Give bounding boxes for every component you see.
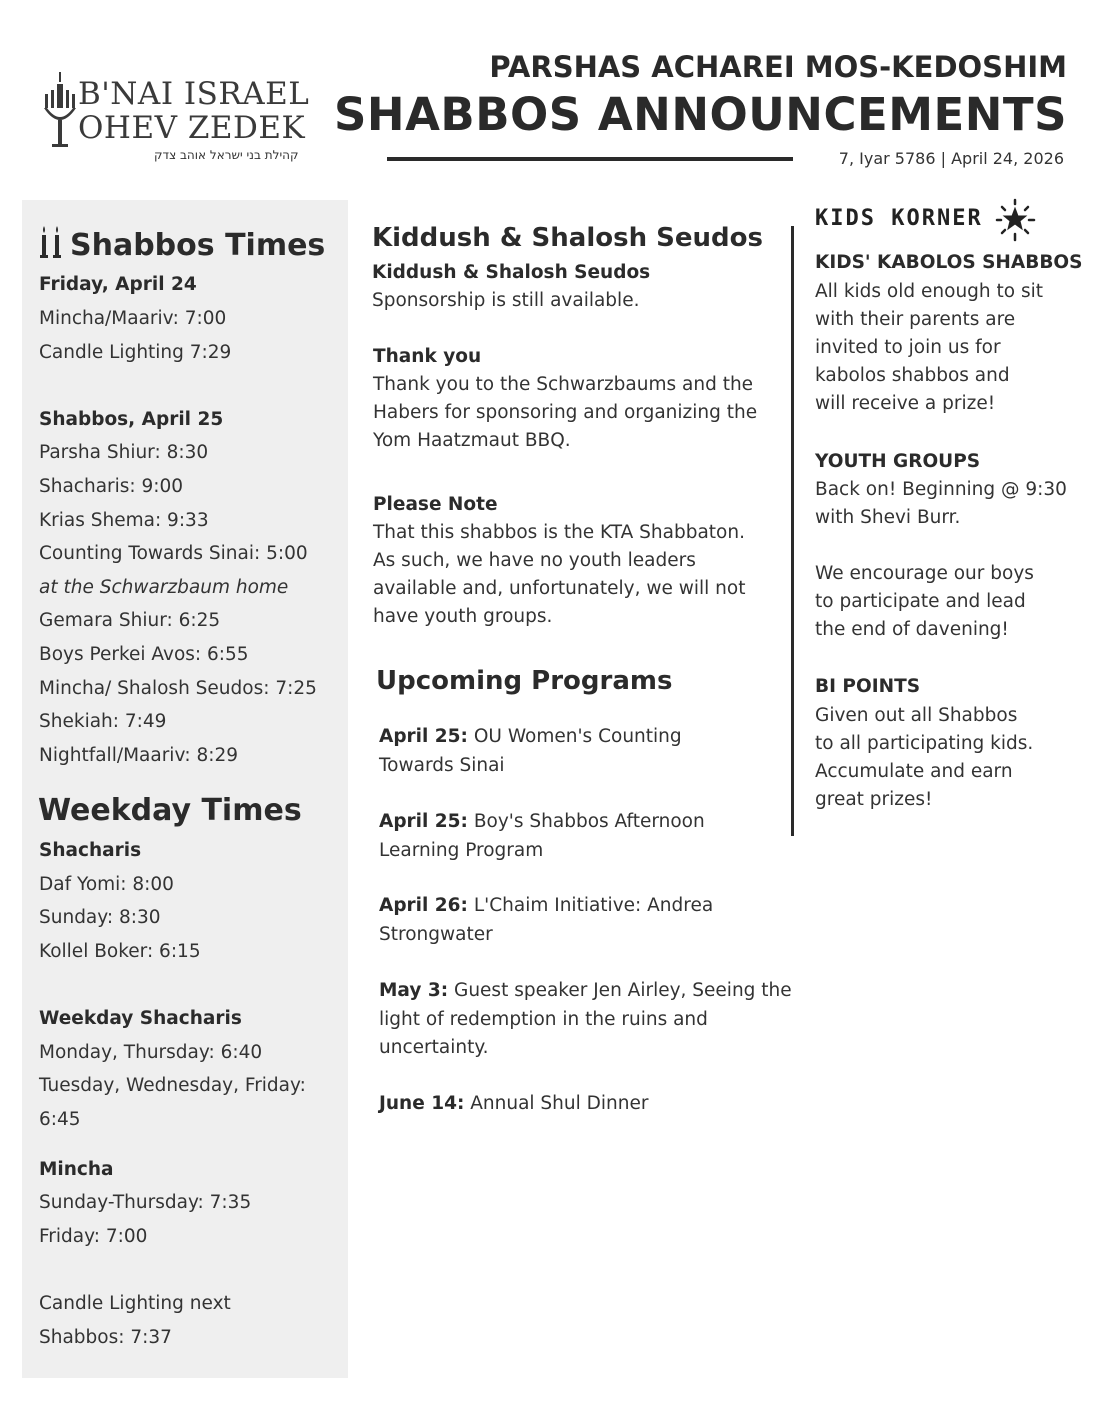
- thanks-text: Yom Haatzmaut BBQ.: [373, 430, 571, 451]
- youth-heading: YOUTH GROUPS: [815, 451, 981, 472]
- shacharis-time: Kollel Boker: 6:15: [39, 941, 201, 962]
- program-item: [379, 892, 799, 949]
- shabbos-time: Parsha Shiur: 8:30: [39, 442, 209, 463]
- kiddush-text: Sponsorship is still available.: [372, 290, 640, 311]
- program-text: L'Chaim Initiative: Andrea: [467, 895, 714, 916]
- program-item: [379, 1090, 799, 1119]
- program-item: [379, 808, 799, 865]
- points-text: Given out all Shabbos: [815, 705, 1018, 726]
- program-text: Learning Program: [379, 839, 544, 861]
- shabbos-time: Boys Perkei Avos: 6:55: [39, 644, 249, 665]
- encourage-text: the end of davening!: [815, 619, 1009, 640]
- shabbos-time: Mincha/ Shalosh Seudos: 7:25: [39, 678, 317, 699]
- kabolos-heading: KIDS' KABOLOS SHABBOS: [815, 252, 1083, 273]
- program-date: June 14:: [379, 1093, 465, 1114]
- note-text: That this shabbos is the KTA Shabbaton.: [373, 522, 745, 543]
- sparkle-icon: [993, 198, 1037, 242]
- points-heading: BI POINTS: [815, 676, 921, 697]
- page-title: SHABBOS ANNOUNCEMENTS: [334, 88, 1067, 141]
- shabbos-time: Shekiah: 7:49: [39, 711, 167, 732]
- header-divider: [387, 157, 793, 161]
- logo-line-1: B'NAI ISRAEL: [78, 76, 310, 112]
- shabbos-time: Nightfall/Maariv: 8:29: [39, 745, 239, 766]
- youth-text: with Shevi Burr.: [815, 507, 961, 528]
- note-text: As such, we have no youth leaders: [373, 550, 696, 571]
- friday-heading: Friday, April 24: [39, 274, 197, 295]
- parsha-title: PARSHAS ACHAREI MOS-KEDOSHIM: [489, 50, 1067, 84]
- program-date: April 26:: [379, 895, 468, 916]
- shacharis-time: Sunday: 8:30: [39, 907, 161, 928]
- weekday-times-heading: Weekday Times: [38, 793, 302, 828]
- program-date: April 25:: [379, 726, 468, 747]
- thanks-text: Habers for sponsoring and organizing the: [373, 402, 758, 423]
- kiddush-subtitle: Kiddush & Shalosh Seudos: [372, 262, 651, 283]
- shacharis-time: Daf Yomi: 8:00: [39, 874, 174, 895]
- note-heading: Please Note: [373, 494, 498, 515]
- youth-text: Back on! Beginning @ 9:30: [815, 479, 1067, 500]
- note-text: have youth groups.: [373, 606, 553, 627]
- mincha-heading: Mincha: [39, 1159, 114, 1180]
- program-text: OU Women's Counting: [467, 726, 682, 747]
- encourage-text: We encourage our boys: [815, 563, 1034, 584]
- programs-title: Upcoming Programs: [376, 666, 673, 696]
- points-text: great prizes!: [815, 789, 933, 810]
- logo-line-2: OHEV ZEDEK: [78, 110, 306, 146]
- kabolos-text: kabolos shabbos and: [815, 365, 1010, 386]
- shabbos-times-heading: [38, 226, 325, 263]
- candles-icon: [38, 226, 64, 258]
- weekday-shacharis-time: 6:45: [39, 1109, 81, 1130]
- friday-time: Candle Lighting 7:29: [39, 342, 232, 363]
- header-date: 7, Iyar 5786 | April 24, 2026: [838, 149, 1064, 168]
- program-text: Towards Sinai: [379, 754, 505, 776]
- shabbos-time: Gemara Shiur: 6:25: [39, 610, 221, 631]
- candle-next: Shabbos: 7:37: [39, 1327, 172, 1348]
- thanks-text: Thank you to the Schwarzbaums and the: [373, 374, 754, 395]
- mincha-time: Friday: 7:00: [39, 1226, 148, 1247]
- synagogue-logo: [38, 66, 328, 166]
- shabbos-time-note: at the Schwarzbaum home: [39, 577, 289, 598]
- menorah-icon: [40, 70, 80, 150]
- program-item: [379, 723, 799, 780]
- shabbos-time: Krias Shema: 9:33: [39, 510, 209, 531]
- program-text: light of redemption in the ruins and: [379, 1008, 708, 1030]
- program-date: May 3:: [379, 980, 449, 1001]
- program-text: Boy's Shabbos Afternoon: [467, 811, 705, 832]
- shabbos-heading: Shabbos, April 25: [39, 409, 224, 430]
- note-text: available and, unfortunately, we will not: [373, 578, 746, 599]
- program-text: Strongwater: [379, 923, 493, 945]
- logo-hebrew: קהילת בני ישראל אוהב צדק: [154, 148, 299, 162]
- shabbos-times-label: Shabbos Times: [70, 228, 326, 263]
- kabolos-text: with their parents are: [815, 309, 1016, 330]
- kabolos-text: All kids old enough to sit: [815, 281, 1043, 302]
- candle-next: Candle Lighting next: [39, 1293, 231, 1314]
- kabolos-text: will receive a prize!: [815, 393, 996, 414]
- weekday-shacharis-time: Tuesday, Wednesday, Friday:: [39, 1075, 306, 1096]
- shabbos-time: Counting Towards Sinai: 5:00: [39, 543, 308, 564]
- kabolos-text: invited to join us for: [815, 337, 1001, 358]
- friday-time: Mincha/Maariv: 7:00: [39, 308, 227, 329]
- program-date: April 25:: [379, 811, 468, 832]
- thanks-heading: Thank you: [373, 346, 482, 367]
- program-text: Annual Shul Dinner: [464, 1093, 649, 1114]
- program-text: Guest speaker Jen Airley, Seeing the: [448, 980, 792, 1001]
- kiddush-title: Kiddush & Shalosh Seudos: [372, 223, 763, 253]
- kids-korner-title: KIDS KORNER: [815, 206, 983, 231]
- weekday-shacharis-time: Monday, Thursday: 6:40: [39, 1042, 263, 1063]
- weekday-shacharis-heading: Weekday Shacharis: [39, 1008, 242, 1029]
- encourage-text: to participate and lead: [815, 591, 1026, 612]
- times-sidebar: [22, 200, 348, 1378]
- program-text: uncertainty.: [379, 1037, 489, 1058]
- shabbos-time: Shacharis: 9:00: [39, 476, 184, 497]
- points-text: to all participating kids.: [815, 733, 1034, 754]
- program-item: [379, 977, 799, 1063]
- mincha-time: Sunday-Thursday: 7:35: [39, 1192, 252, 1213]
- shacharis-heading: Shacharis: [39, 840, 142, 861]
- column-divider: [791, 226, 794, 836]
- points-text: Accumulate and earn: [815, 761, 1013, 782]
